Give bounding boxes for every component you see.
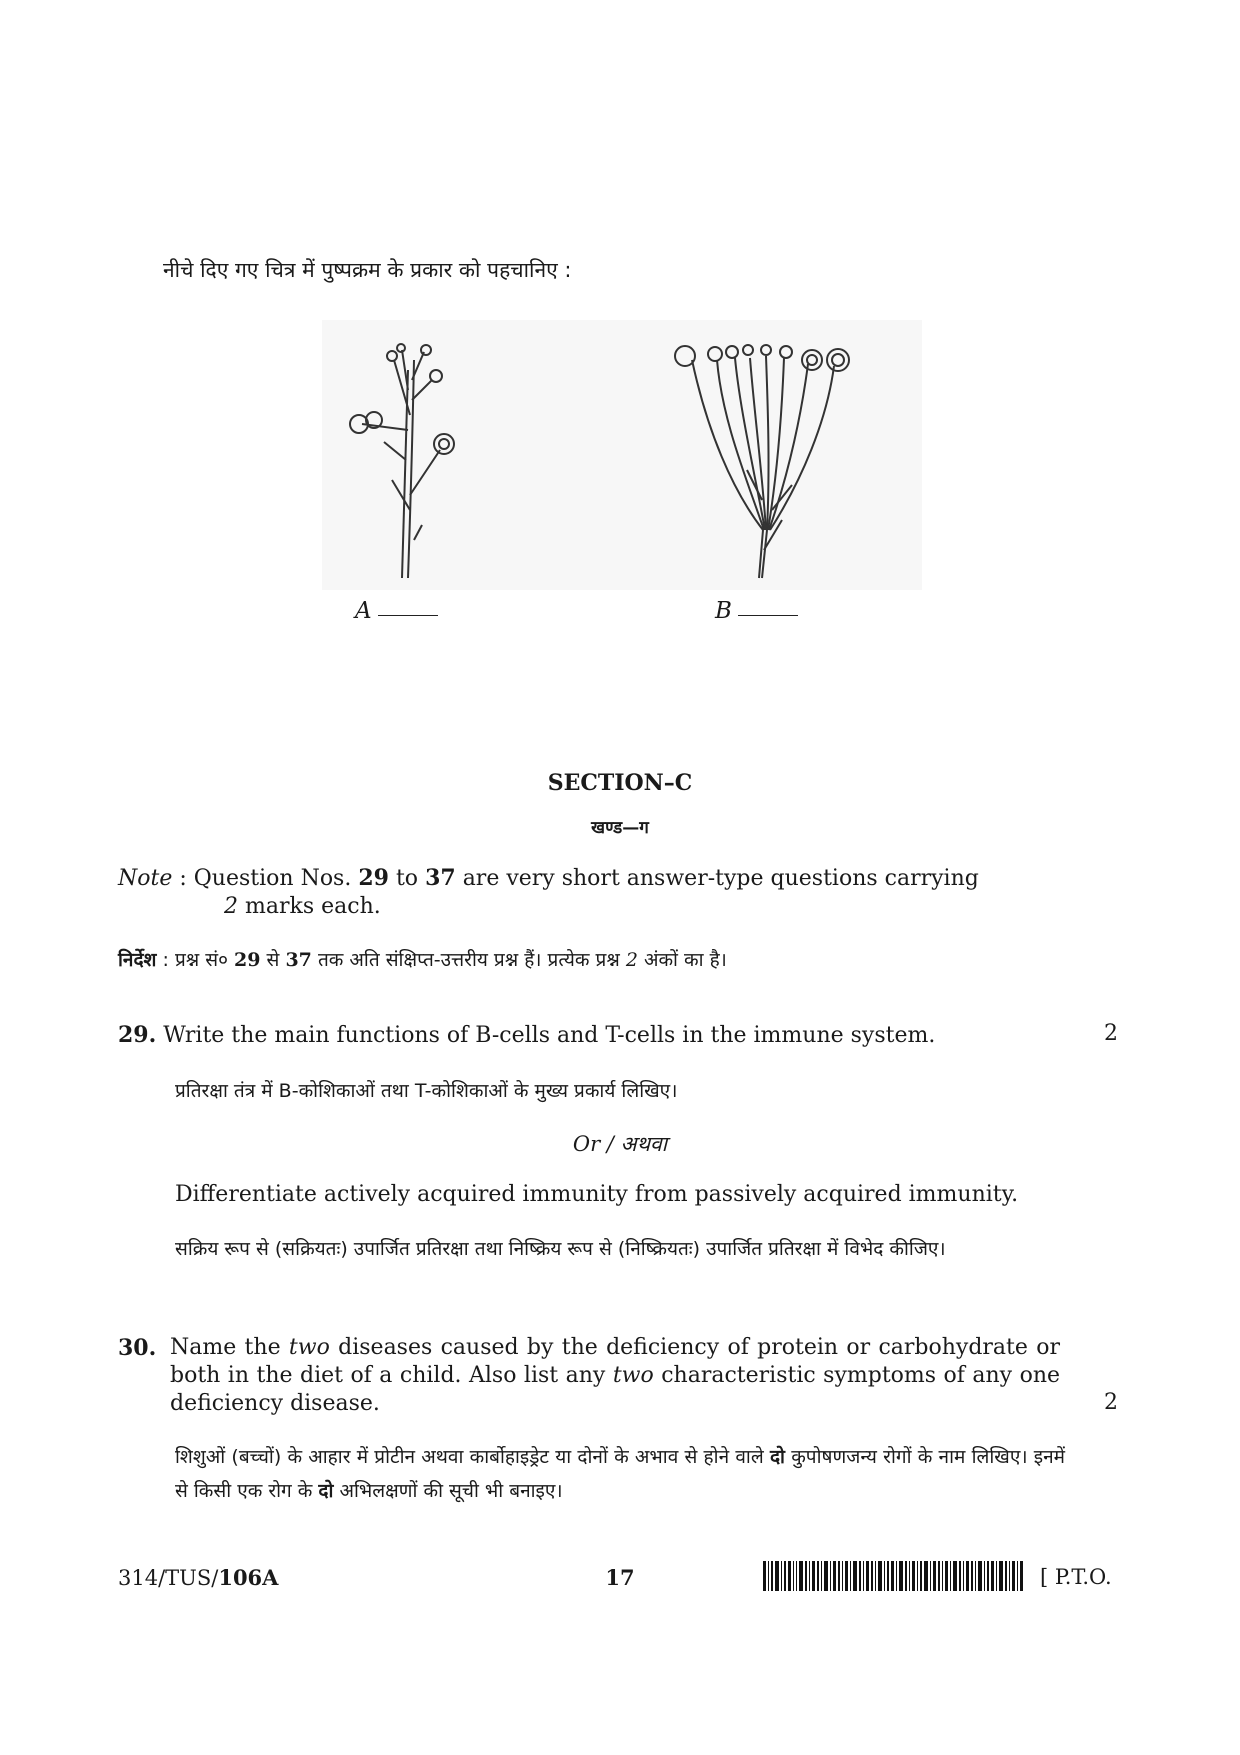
- answer-blank-a: [378, 615, 438, 616]
- question-29-hindi: प्रतिरक्षा तंत्र में B-कोशिकाओं तथा T-कोशिकाओं के मुख्य प्रकार्य लिखिए।: [175, 1080, 678, 1102]
- or-separator: Or / अथवा: [572, 1132, 668, 1156]
- question-29-alternative-hindi: सक्रिय रूप से (सक्रियतः) उपार्जित प्रतिरक्षा तथा निष्क्रिय रूप से (निष्क्रियतः) उपार्जित प्रतिरक्षा में विभेद कीजिए।: [175, 1238, 946, 1260]
- question-30-hindi: शिशुओं (बच्चों) के आहार में प्रोटीन अथवा कार्बोहाइड्रेट या दोनों के अभाव से होने वाले दो कुपोषणजन्य रोगों के नाम लिखिए। इनमें से किसी एक रोग के दो अभिलक्षणों की सूची भी बनाइए।: [175, 1446, 1066, 1502]
- pto-label: [ P.T.O.: [1040, 1565, 1112, 1589]
- paper-code: 314/TUS/106A: [118, 1565, 279, 1590]
- question-30-text: Name the two diseases caused by the deficiency of protein or carbohydrate or both in the diet of a child. Also list any two characteristic symptoms of any one deficiency disease.: [170, 1335, 1061, 1416]
- barcode: [763, 1561, 1025, 1591]
- question-30-marks: 2: [1104, 1390, 1118, 1415]
- figure-label-b: B: [715, 598, 798, 624]
- question-29-marks: 2: [1104, 1021, 1118, 1046]
- question-29: 29. Write the main functions of B-cells and T-cells in the immune system.: [118, 1022, 936, 1048]
- question-30: 30. Name the two diseases caused by the deficiency of protein or carbohydrate or both in the diet of a child. Also list any two characteristic symptoms of any one deficiency disease.: [118, 1335, 1061, 1416]
- answer-blank-b: [738, 615, 798, 616]
- section-subtitle: खण्ड—ग: [591, 818, 649, 838]
- section-note-hindi: निर्देश : प्रश्न सं० 29 से 37 तक अति संक्षिप्त-उत्तरीय प्रश्न हैं। प्रत्येक प्रश्न 2 अंकों का है।: [118, 949, 727, 971]
- section-title: SECTION–C: [547, 770, 693, 796]
- section-note: Note : Question Nos. 29 to 37 are very short answer-type questions carrying 2 marks each.: [118, 865, 979, 919]
- page-number: 17: [605, 1565, 635, 1590]
- question-29-alternative: Differentiate actively acquired immunity from passively acquired immunity.: [175, 1182, 1019, 1207]
- figure-prompt: नीचे दिए गए चित्र में पुष्पक्रम के प्रकार को पहचानिए :: [163, 258, 572, 282]
- figure-label-a: A: [355, 598, 438, 624]
- inflorescence-figure: [322, 320, 922, 590]
- question-29-text: Write the main functions of B-cells and T-cells in the immune system.: [163, 1023, 936, 1048]
